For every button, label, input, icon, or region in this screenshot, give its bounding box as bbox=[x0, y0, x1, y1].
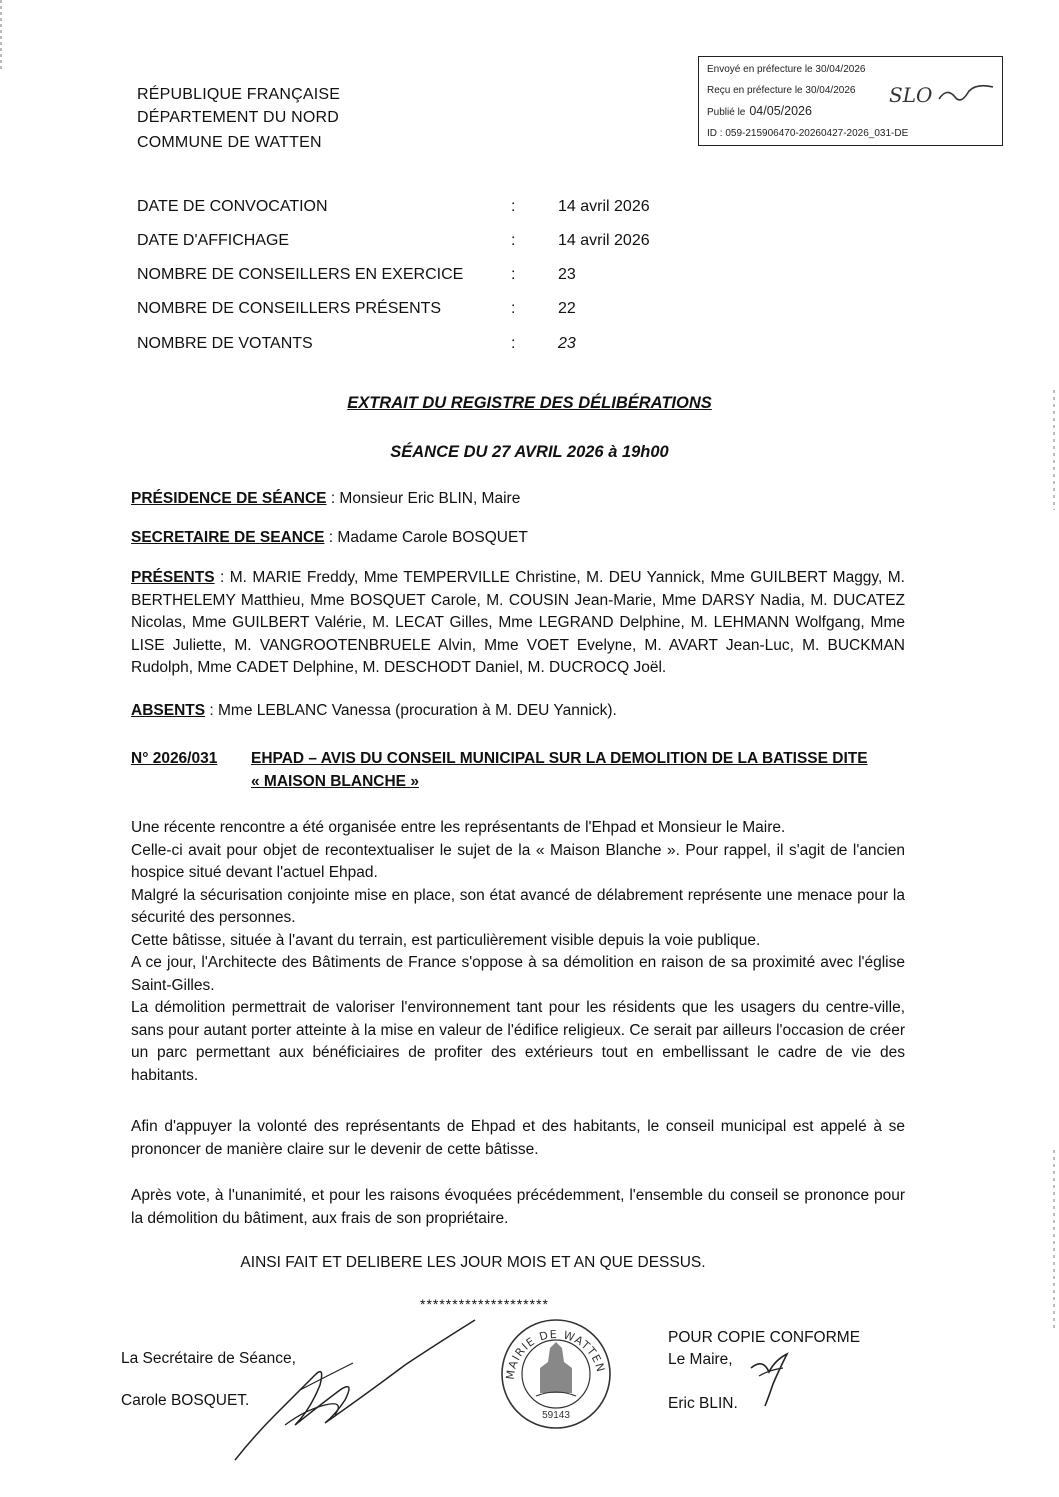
mayor-handwritten-signature bbox=[745, 1340, 805, 1410]
info-label: NOMBRE DE CONSEILLERS PRÉSENTS bbox=[137, 300, 442, 317]
info-value: 22 bbox=[558, 300, 576, 317]
info-label: DATE D'AFFICHAGE bbox=[137, 232, 290, 249]
scan-edge-mark bbox=[1053, 1150, 1055, 1330]
info-label: DATE DE CONVOCATION bbox=[137, 198, 328, 215]
town-hall-seal bbox=[500, 1318, 612, 1430]
secretaire-line bbox=[131, 527, 905, 550]
info-value: 23 bbox=[558, 266, 576, 283]
deliberation-subject-line1: EHPAD – AVIS DU CONSEIL MUNICIPAL SUR LA DEMOLITION DE LA BATISSE DITE bbox=[251, 750, 868, 767]
presidence-label: PRÉSIDENCE DE SÉANCE bbox=[131, 490, 327, 507]
info-value: 14 avril 2026 bbox=[558, 198, 650, 215]
certified-copy-label: POUR COPIE CONFORME bbox=[668, 1329, 861, 1346]
secretary-name: Carole BOSQUET. bbox=[121, 1392, 250, 1409]
presents-text: : M. MARIE Freddy, Mme TEMPERVILLE Christine, M. DEU Yannick, Mme GUILBERT Maggy, M. BERTHELEMY Matthieu, Mme BOSQUET Carole, M. COUSIN Jean-Marie, Mme DARSY Nadia, M. DUCATEZ Nicolas, Mme GUILBERT Valérie, M. LECAT Gilles, Mme LEGRAND Delphine, M. LEHMANN Wolfgang, Mme LISE Juliette, M. VANGROOTENBRUELE Alvin, Mme VOET Evelyne, M. AVART Jean-Luc, M. BUCKMAN Rudolph, Mme CADET Delphine, M. DESCHODT Daniel, M. DUCROCQ Joël. bbox=[131, 569, 905, 676]
decision-paragraph: Après vote, à l'unanimité, et pour les raisons évoquées précédemment, l'ensemble du conseil se prononce pour la démolition du bâtiment, aux frais de son propriétaire. bbox=[131, 1187, 905, 1227]
stamp-id: ID : 059-215906470-20260427-2026_031-DE bbox=[707, 128, 909, 139]
header-department: DÉPARTEMENT DU NORD bbox=[137, 109, 340, 126]
absents-text: : Mme LEBLANC Vanessa (procuration à M. DEU Yannick). bbox=[205, 702, 617, 719]
header-republic: RÉPUBLIQUE FRANÇAISE bbox=[137, 86, 341, 103]
closing-statement: AINSI FAIT ET DELIBERE LES JOUR MOIS ET AN QUE DESSUS. bbox=[240, 1254, 706, 1271]
info-colon: : bbox=[511, 266, 516, 283]
stamp-received: Reçu en préfecture le 30/04/2026 bbox=[707, 85, 856, 96]
session-date-title: SÉANCE DU 27 AVRIL 2026 à 19h00 bbox=[390, 443, 669, 461]
info-value: 14 avril 2026 bbox=[558, 232, 650, 249]
stamp-published-label: Publié le bbox=[707, 107, 746, 118]
body-paragraph: A ce jour, l'Architecte des Bâtiments de France s'oppose à sa démolition en raison de sa proximité avec l'église Saint-Gilles. bbox=[131, 954, 905, 994]
secretaire-text: : Madame Carole BOSQUET bbox=[324, 529, 528, 546]
separator-stars: ******************** bbox=[420, 1296, 549, 1312]
body-paragraph: Malgré la sécurisation conjointe mise en place, son état avancé de délabrement représente une menace pour la sécurité des personnes. bbox=[131, 886, 905, 926]
secretary-handwritten-signature bbox=[225, 1315, 485, 1465]
deliberation-number: N° 2026/031 bbox=[131, 750, 218, 767]
deliberation-subject-line2: « MAISON BLANCHE » bbox=[251, 772, 419, 790]
header-commune: COMMUNE DE WATTEN bbox=[137, 134, 322, 151]
info-row bbox=[137, 266, 697, 290]
scan-edge-mark bbox=[0, 0, 2, 70]
absents-label: ABSENTS bbox=[131, 702, 206, 719]
stamp-sent: Envoyé en préfecture le 30/04/2026 bbox=[707, 64, 866, 75]
header bbox=[137, 83, 340, 154]
info-row bbox=[137, 300, 697, 324]
mayor-name: Eric BLIN. bbox=[668, 1395, 738, 1412]
prefecture-stamp bbox=[698, 56, 1003, 146]
body-paragraph: Cette bâtisse, située à l'avant du terrain, est particulièrement visible depuis la voie publique. bbox=[131, 931, 761, 949]
presents-paragraph bbox=[131, 567, 905, 680]
seal-top-text: MAIRIE DE WATTEN bbox=[503, 1327, 608, 1381]
info-colon: : bbox=[511, 335, 516, 352]
secretaire-label: SECRETAIRE DE SEANCE bbox=[131, 529, 325, 546]
presidence-line bbox=[131, 488, 905, 511]
body-paragraph: La démolition permettrait de valoriser l'environnement tant pour les résidents que les usagers du centre-ville, sans pour autant porter atteinte à la mise en valeur de l'édifice religieux. Ce serait par ailleurs l'occasion de créer un parc permettant aux bénéficiaires de profiter des extérieurs tout en embellissant le cadre de vie des habitants. bbox=[131, 999, 905, 1084]
info-row bbox=[137, 198, 697, 222]
info-row bbox=[137, 232, 697, 256]
secretary-role: La Secrétaire de Séance, bbox=[121, 1350, 296, 1367]
presidence-text: : Monsieur Eric BLIN, Maire bbox=[326, 490, 521, 507]
body-paragraph: Une récente rencontre a été organisée entre les représentants de l'Ehpad et Monsieur le Maire. bbox=[131, 819, 786, 836]
info-label: NOMBRE DE VOTANTS bbox=[137, 335, 313, 352]
handwritten-mark-icon bbox=[937, 79, 997, 109]
document-title: EXTRAIT DU REGISTRE DES DÉLIBÉRATIONS bbox=[347, 394, 712, 412]
stamp-published-date: 04/05/2026 bbox=[749, 104, 812, 118]
info-value: 23 bbox=[558, 335, 576, 352]
absents-line bbox=[131, 700, 905, 723]
info-colon: : bbox=[511, 232, 516, 249]
deliberation-body bbox=[131, 817, 905, 1087]
info-label: NOMBRE DE CONSEILLERS EN EXERCICE bbox=[137, 266, 464, 283]
presents-label: PRÉSENTS bbox=[131, 569, 215, 586]
info-colon: : bbox=[511, 300, 516, 317]
info-colon: : bbox=[511, 198, 516, 215]
info-row bbox=[137, 335, 697, 359]
mayor-role: Le Maire, bbox=[668, 1351, 733, 1368]
deliberation-subject bbox=[251, 748, 891, 793]
body-paragraph: Celle-ci avait pour objet de recontextualiser le sujet de la « Maison Blanche ». Pour rappel, il s'agit de l'ancien hospice situé devant l'actuel Ehpad. bbox=[131, 841, 905, 881]
seal-postcode: 59143 bbox=[542, 1410, 570, 1421]
appeal-paragraph: Afin d'appuyer la volonté des représentants de Ehpad et des habitants, le conseil municipal est appelé à se prononcer de manière claire sur le devenir de cette bâtisse. bbox=[131, 1118, 905, 1158]
stamp-handwritten-initials: SLO bbox=[889, 83, 933, 107]
